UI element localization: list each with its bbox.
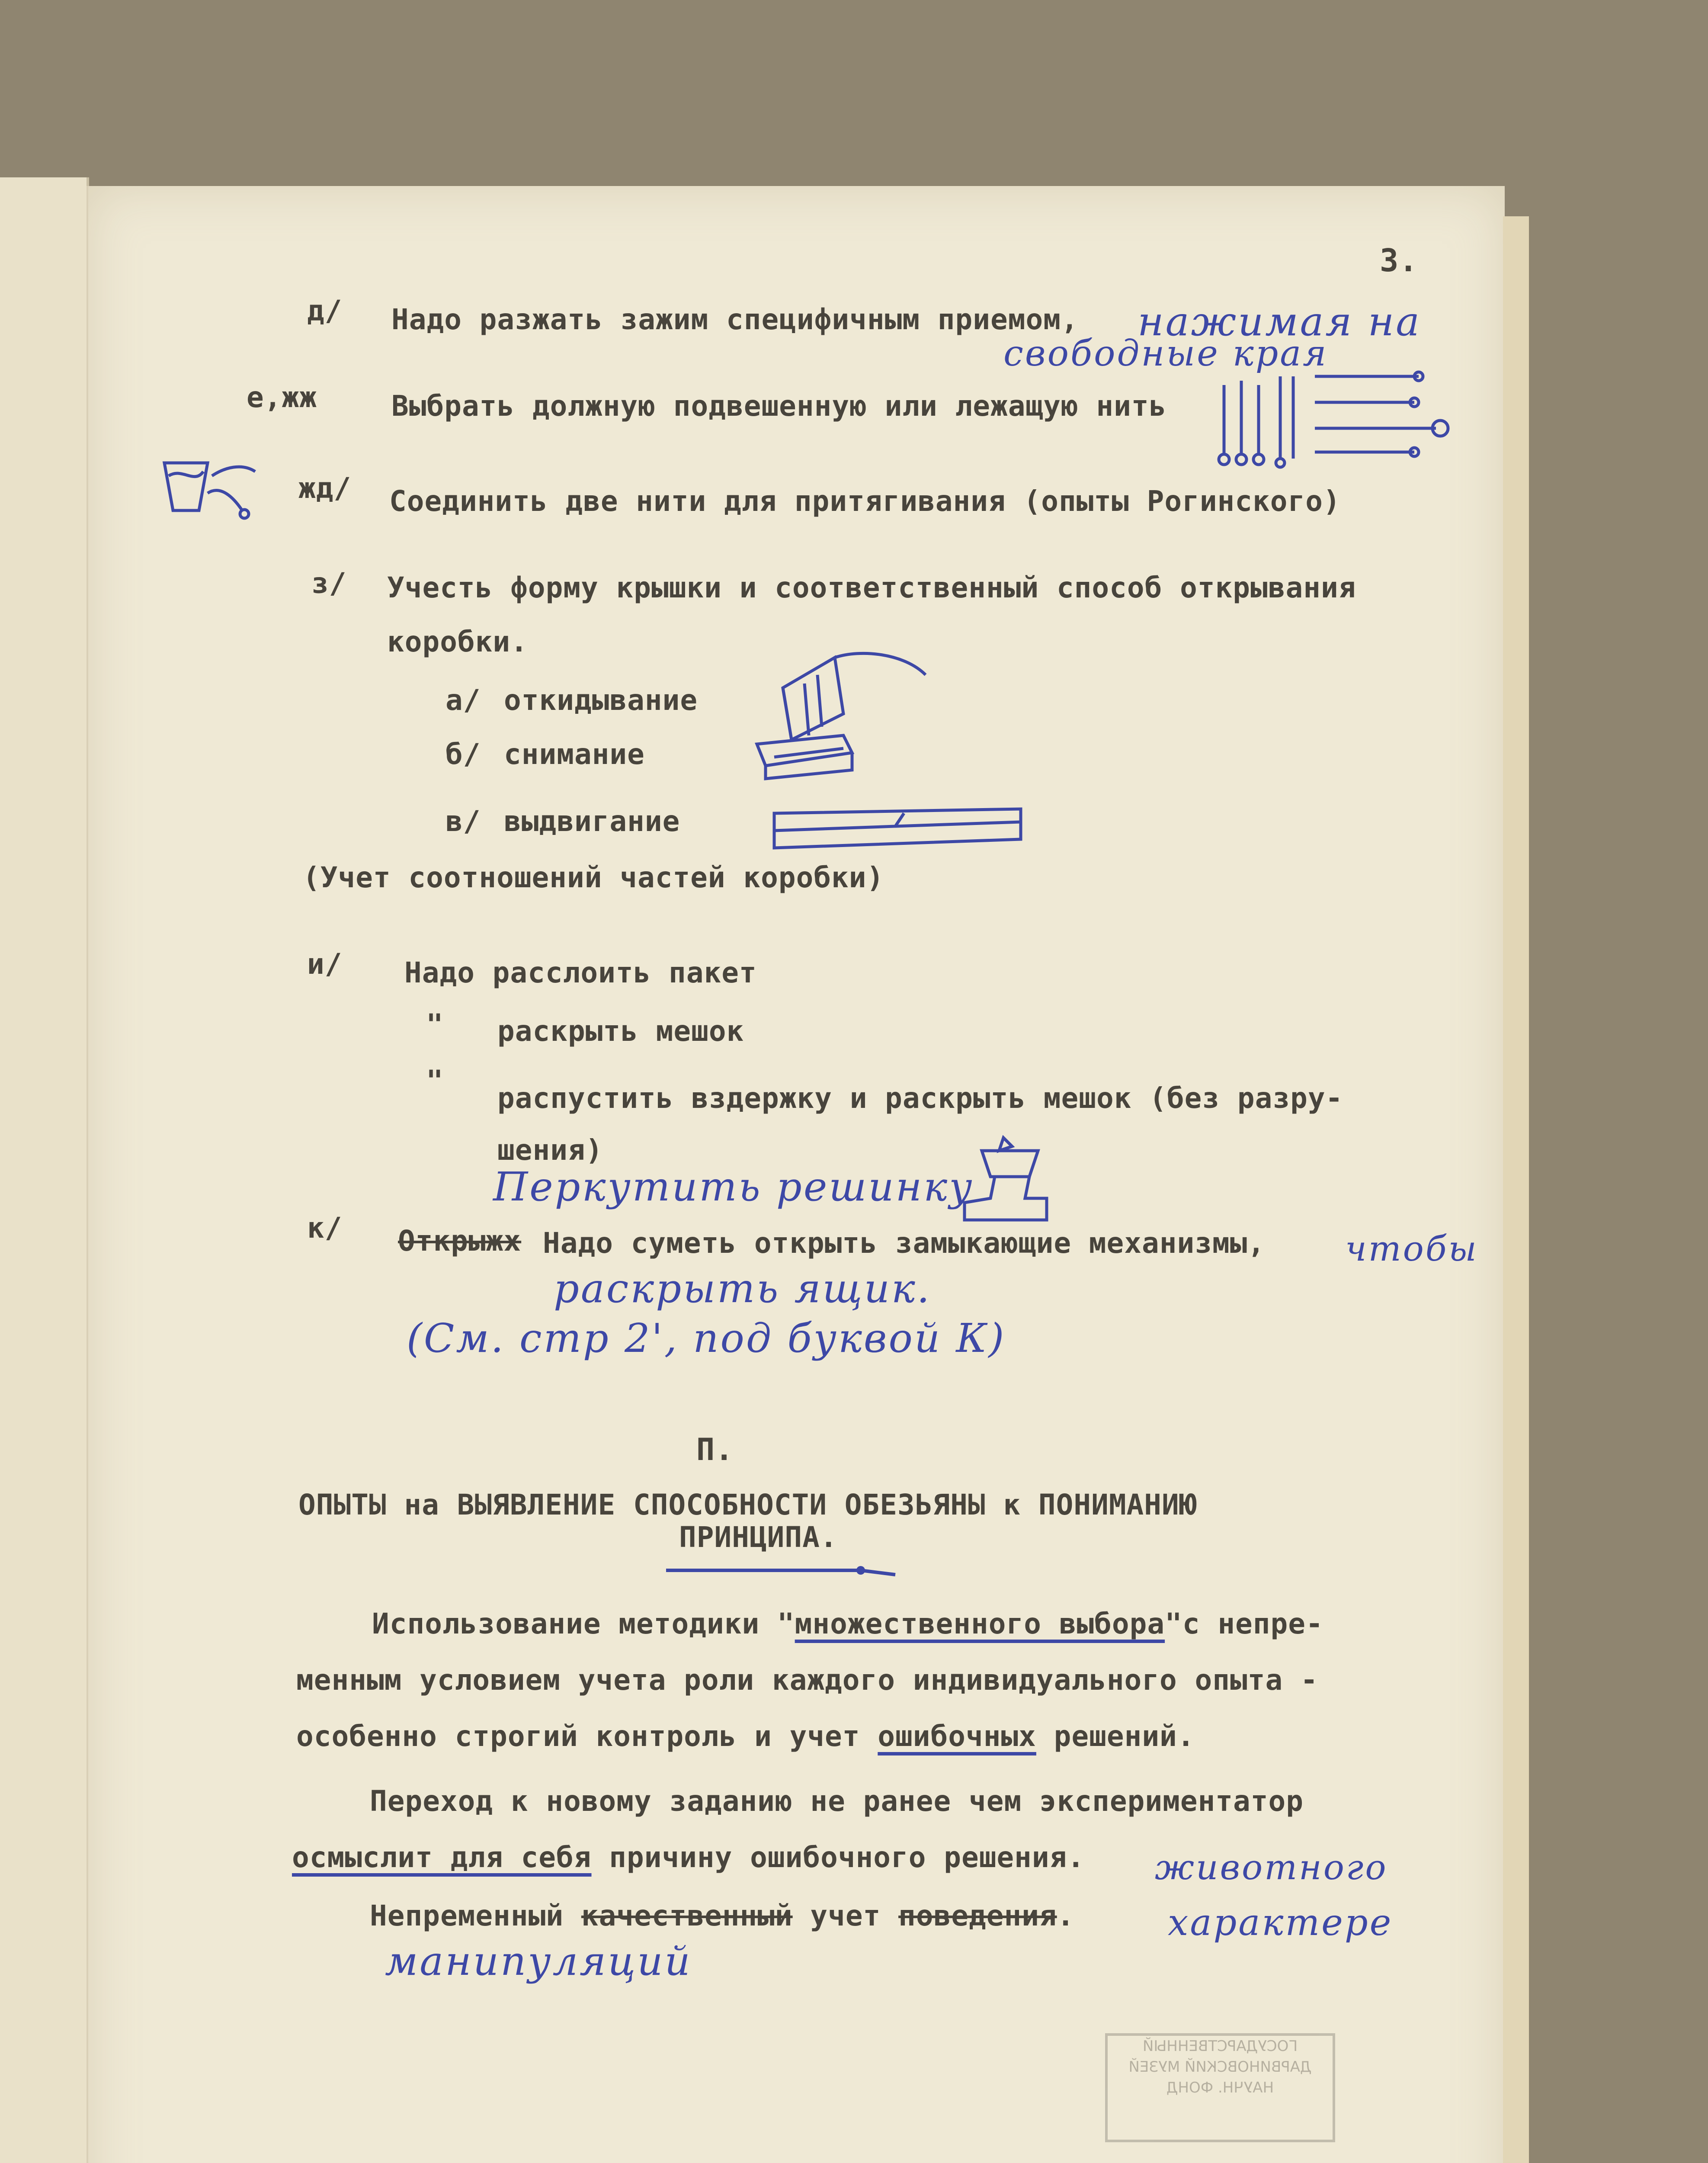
sub-item-marker: в/ [445, 805, 481, 838]
paragraph-line [370, 1899, 1074, 1932]
paragraph-text: решений. [1036, 1720, 1195, 1753]
stamp-line: НАУЧН. ФОНД [1166, 2079, 1274, 2096]
handwritten-note: животного [1155, 1847, 1388, 1887]
item-text: Выбрать должную подвешенную или лежащую нить [391, 389, 1167, 423]
paragraph-text: Использование методики " [372, 1607, 795, 1640]
item-text: Учесть форму крышки и соответственный способ открывания [387, 571, 1356, 604]
item-marker: д/ [307, 294, 343, 327]
cup-sketch [156, 450, 285, 536]
previous-page-edge [0, 177, 89, 2163]
paragraph-text: . [1057, 1899, 1075, 1932]
paragraph-text: учет [792, 1899, 899, 1932]
sub-item-marker: а/ [445, 684, 481, 717]
underlined-text: осмыслит для себя [292, 1841, 592, 1874]
item-marker: к/ [307, 1211, 343, 1245]
paragraph-text: причину ошибочного решения. [591, 1841, 1085, 1874]
underlined-text: ошибочных [878, 1720, 1036, 1753]
paragraph-line [292, 1841, 1085, 1874]
item-text: Соединить две нити для притягивания (опыты Рогинского) [389, 485, 1341, 518]
item-marker: з/ [311, 567, 347, 600]
stamp-line: ДАРВИНОВСКИЙ МУЗЕЙ [1128, 2058, 1312, 2076]
bag-sketch [952, 1133, 1064, 1229]
stamp-line: ГОСУДАРСТВЕННЫЙ [1142, 2038, 1298, 2055]
item-marker: жд/ [298, 472, 352, 505]
title-underline [662, 1557, 904, 1583]
underlined-text: множественного выбора [795, 1607, 1165, 1640]
handwritten-note: свободные края [1003, 333, 1328, 374]
paragraph-text: особенно строгий контроль и учет [296, 1720, 878, 1753]
item-marker: и/ [307, 947, 343, 981]
sub-item-text: выдвигание [504, 805, 680, 838]
paragraph-text: "с непре- [1165, 1607, 1323, 1640]
handwritten-note: характере [1168, 1901, 1393, 1944]
paragraph-text: Непременный [370, 1899, 581, 1932]
hanging-threads-sketch [1207, 359, 1466, 472]
item-text: распустить вздержку и раскрыть мешок (без разру- [497, 1082, 1343, 1115]
struck-text: поведения [898, 1899, 1057, 1932]
ditto-mark: " [426, 1008, 444, 1041]
handwritten-note: раскрыть ящик. [554, 1265, 932, 1312]
item-text: раскрыть мешок [497, 1014, 744, 1048]
section-title: ПРИНЦИПА. [679, 1521, 838, 1554]
handwritten-note: манипуляций [385, 1938, 692, 1984]
section-title: ОПЫТЫ на ВЫЯВЛЕНИЕ СПОСОБНОСТИ ОБЕЗЬЯНЫ к ПОНИМАНИЮ [298, 1488, 1197, 1521]
archive-stamp [1105, 2033, 1335, 2142]
sub-item-marker: б/ [445, 738, 481, 771]
struck-text: Открыжх [398, 1224, 522, 1258]
handwritten-note: нажимая на [1138, 298, 1422, 345]
box-lids-sketch [722, 649, 1034, 891]
item-marker: е,жж [247, 381, 317, 414]
note-line: (Учет соотношений частей коробки) [303, 861, 884, 894]
handwritten-note: (См. стр 2', под буквой К) [407, 1315, 1006, 1361]
sub-item-text: откидывание [504, 684, 698, 717]
paragraph-line: Переход к новому заданию не ранее чем экспериментатор [370, 1784, 1304, 1818]
section-numeral: П. [696, 1432, 734, 1467]
item-text: Надо суметь открыть замыкающие механизмы, [543, 1226, 1266, 1260]
paragraph-line [372, 1607, 1323, 1640]
item-text: Надо разжать зажим специфичным приемом, [391, 303, 1079, 336]
handwritten-note: чтобы [1345, 1229, 1478, 1269]
ditto-mark: " [426, 1064, 444, 1098]
struck-text: качественный [581, 1899, 793, 1932]
item-text-cont: коробки. [387, 625, 528, 658]
sub-item-text: снимание [504, 738, 645, 771]
item-text: шения) [497, 1133, 603, 1167]
item-text: Надо расслоить пакет [404, 956, 757, 989]
page-number: 3. [1380, 242, 1418, 279]
page-stack-edge [1503, 216, 1529, 2163]
paragraph-line [296, 1720, 1195, 1753]
handwritten-note: Перкутить решинку [493, 1164, 974, 1210]
paragraph-line: менным условием учета роли каждого индивидуального опыта - [296, 1663, 1318, 1697]
